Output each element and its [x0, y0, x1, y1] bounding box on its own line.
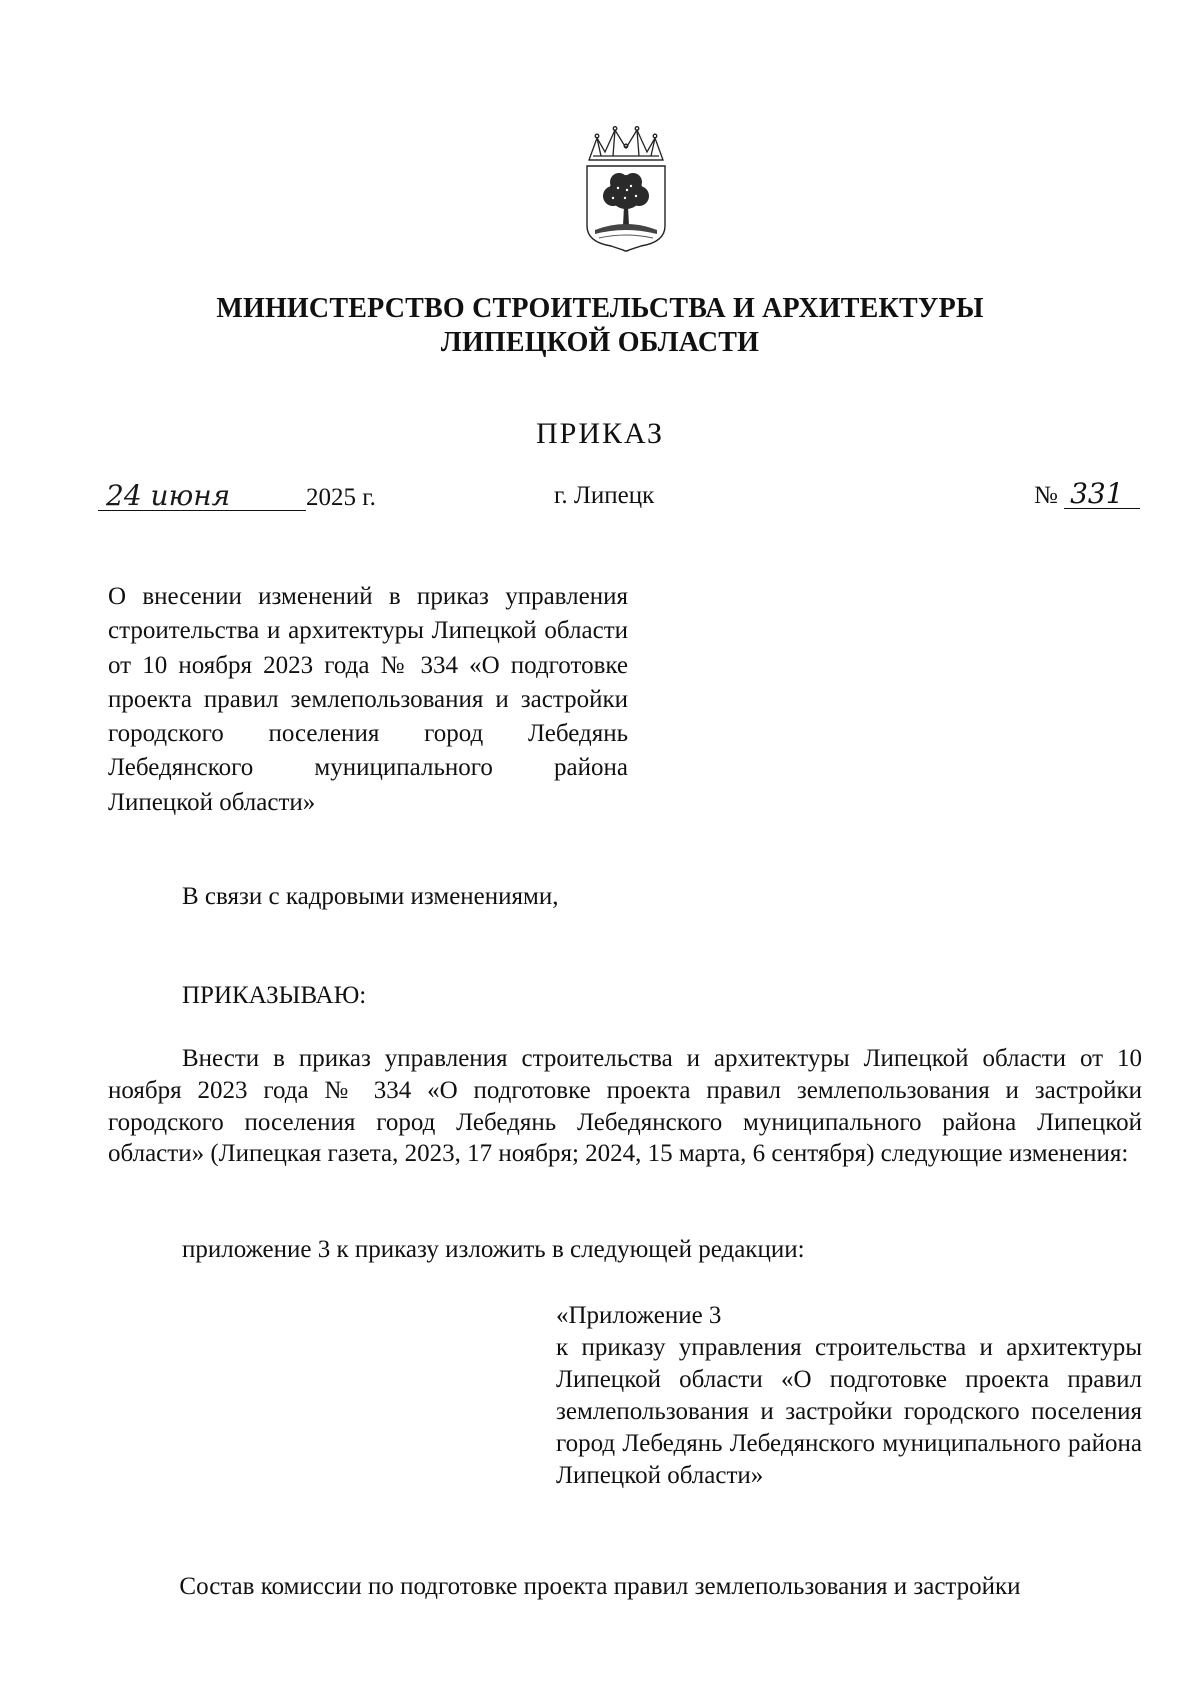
amendment-paragraph: приложение 3 к приказу изложить в следующей редакции:: [182, 1236, 805, 1263]
reason-paragraph: В связи с кадровыми изменениями,: [182, 883, 559, 910]
date-year: 2025 г.: [306, 484, 376, 511]
appendix-block: [556, 1300, 1142, 1492]
order-word: ПРИКАЗЫВАЮ:: [182, 982, 367, 1009]
order-date: [98, 479, 376, 512]
number-sign: №: [1034, 482, 1058, 509]
appendix-text: к приказу управления строительства и архитектуры Липецкой области «О подготовке проекта правил землепользования и застройки городского поселения город Лебедянь Лебедянского муниципального района Липецкой области»: [556, 1334, 1142, 1489]
ministry-heading: [0, 292, 1200, 360]
order-number: [1034, 477, 1140, 510]
order-city: г. Липецк: [554, 482, 655, 509]
composition-title: Состав комиссии по подготовке проекта правил землепользования и застройки: [179, 1573, 1021, 1600]
ministry-line-2: ЛИПЕЦКОЙ ОБЛАСТИ: [440, 327, 760, 358]
order-title: ПРИКАЗ: [536, 417, 664, 450]
coat-of-arms-emblem: [583, 126, 669, 260]
order-subject: О внесении изменений в приказ управления строительства и архитектуры Липецкой области от 10 ноября 2023 года № 334 «О подготовке проекта правил землепользования и застройки городского поселения город Лебедянь Лебедянского муниципального района Липецкой области»: [108, 583, 628, 816]
appendix-title: «Приложение 3: [556, 1302, 722, 1329]
handwritten-number: 331: [1064, 480, 1140, 509]
handwritten-date: 24 июня: [98, 482, 306, 511]
main-paragraph: Внести в приказ управления строительства и архитектуры Липецкой области от 10 ноября 2023 года № 334 «О подготовке проекта правил землепользования и застройки городского поселения город Лебедянь Лебедянского муниципального района Липецкой области» (Липецкая газета, 2023, 17 ноября; 2024, 15 марта, 6 сентября) следующие изменения:: [108, 1045, 1142, 1168]
ministry-line-1: МИНИСТЕРСТВО СТРОИТЕЛЬСТВА И АРХИТЕКТУРЫ: [216, 293, 984, 324]
